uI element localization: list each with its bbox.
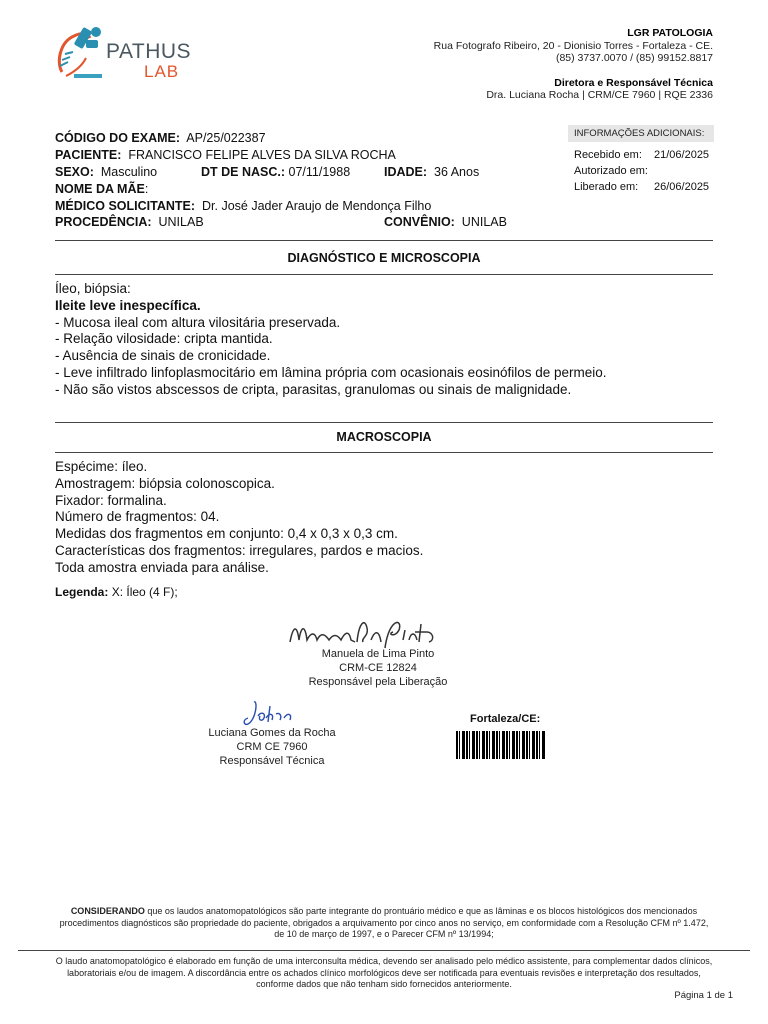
divider [55, 422, 713, 423]
page-number: Página 1 de 1 [674, 990, 733, 1001]
additional-info [568, 125, 714, 195]
signature-block-release [278, 647, 478, 689]
legend-value: X: Íleo (4 F); [111, 585, 178, 599]
patient-label: PACIENTE: [55, 148, 122, 162]
director-name: Dra. Luciana Rocha | CRM/CE 7960 | RQE 2336 [486, 89, 713, 101]
director-title: Diretora e Responsável Técnica [554, 76, 713, 89]
diagnosis-item: - Ausência de sinais de cronicidade. [55, 348, 271, 364]
mother-colon: : [144, 182, 149, 196]
received-date: 21/06/2025 [654, 149, 710, 161]
macro-title: MACROSCOPIA [336, 430, 432, 444]
macro-line: Medidas dos fragmentos em conjunto: 0,4 x 0,3 x 0,3 cm. [55, 526, 398, 542]
macro-line: Características dos fragmentos: irregulares, pardos e macios. [55, 542, 424, 558]
footer-divider [18, 950, 750, 951]
macro-line: Amostragem: biópsia colonoscopica. [55, 475, 275, 491]
logo-text-lab: LAB [144, 62, 180, 81]
diagnosis-item: - Mucosa ileal com altura vilositária preservada. [55, 314, 341, 330]
diagnosis-headline: Ileite leve inespecífica. [55, 297, 201, 313]
city-label: Fortaleza/CE: [470, 713, 541, 725]
footer-note: O laudo anatomopatológico é elaborado em função de uma interconsulta médica, devendo ser analisado pelo médico assistente, para complementar dados clínicos, laboratoriais e/ou de imagem. A discordância entre os achados clínico morfológicos deve ser notificada para eventuais revisões e interpretação dos resultados, conforme dados que não tenham sido fornecidos anteriormente. [55, 956, 713, 989]
dob-value: 07/11/1988 [288, 165, 351, 179]
origin-value: UNILAB [158, 215, 204, 229]
authorized-label: Autorizado em: [574, 165, 648, 177]
legend-row [55, 585, 178, 599]
lab-address: Rua Fotografo Ribeiro, 20 - Dionisio Torres - Fortaleza - CE. [433, 39, 713, 52]
diagnosis-item: - Relação vilosidade: cripta mantida. [55, 331, 273, 347]
authorized-row [568, 163, 714, 179]
diagnosis-specimen: Íleo, biópsia: [55, 281, 131, 296]
diagnosis-item: - Leve infiltrado linfoplasmocitário em lâmina própria com ocasionais eosinófilos de permeio. [55, 364, 607, 380]
diagnosis-body [55, 281, 607, 399]
doctor-row [55, 198, 431, 215]
sex-row [55, 164, 157, 181]
origin-label: PROCEDÊNCIA: [55, 215, 152, 229]
patient-name: FRANCISCO FELIPE ALVES DA SILVA ROCHA [128, 148, 396, 162]
insurance-row [384, 214, 507, 231]
dob-row [201, 164, 350, 181]
macro-line: Toda amostra enviada para análise. [55, 559, 269, 575]
diagnosis-title: DIAGNÓSTICO E MICROSCOPIA [287, 251, 481, 265]
mother-label: NOME DA MÃE [55, 182, 145, 196]
signature-luciana [240, 698, 300, 728]
footer-considering-text: que os laudos anatomopatológicos são parte integrante do prontuário médico e que as lâminas e os blocos histológicos dos mencionados procedimentos diagnósticos são propriedade do paciente, obrigados a arquivamento por cinco anos no serviço, em conformidade com a Resolução CFM nº 1.472, de 10 de março de 1997, e o Parecer CFM nº 13/1994; [59, 906, 709, 939]
signer-crm: CRM CE 7960 [236, 741, 308, 753]
released-label: Liberado em: [574, 181, 639, 193]
macro-line: Espécime: íleo. [55, 459, 148, 474]
macro-line: Fixador: formalina. [55, 492, 167, 508]
origin-row [55, 214, 204, 231]
barcode [456, 731, 546, 759]
released-row [568, 179, 714, 195]
divider [55, 452, 713, 453]
divider [55, 240, 713, 241]
lab-phones: (85) 3737.0070 / (85) 99152.8817 [555, 52, 713, 64]
received-row [568, 147, 714, 163]
divider [55, 274, 713, 275]
mother-row [55, 181, 148, 198]
signer-crm: CRM-CE 12824 [339, 662, 417, 674]
exam-code: AP/25/022387 [186, 131, 266, 145]
sex-value: Masculino [100, 165, 158, 179]
sex-label: SEXO: [55, 165, 94, 179]
microscope-dna-icon [52, 22, 112, 84]
footer-considering [55, 906, 713, 941]
lab-header [434, 27, 713, 102]
doctor-name: Dr. José Jader Araujo de Mendonça Filho [202, 199, 432, 213]
legend-label: Legenda: [55, 585, 109, 599]
insurance-value: UNILAB [461, 215, 507, 229]
patient-row [55, 147, 396, 164]
additional-info-title: INFORMAÇÕES ADICIONAIS: [568, 125, 714, 142]
doctor-label: MÉDICO SOLICITANTE: [55, 199, 196, 213]
received-label: Recebido em: [574, 149, 642, 161]
lab-name: LGR PATOLOGIA [627, 27, 713, 39]
signer-role: Responsável pela Liberação [308, 676, 448, 688]
footer-considering-bold: CONSIDERANDO [70, 906, 145, 916]
age-value: 36 Anos [434, 165, 480, 179]
diagnosis-item: - Não são vistos abscessos de cripta, parasitas, granulomas ou sinais de malignidade. [55, 381, 572, 397]
insurance-label: CONVÊNIO: [384, 215, 455, 229]
age-row [384, 164, 479, 181]
pathus-lab-logo [52, 22, 202, 84]
released-date: 26/06/2025 [654, 181, 710, 193]
macro-line: Número de fragmentos: 04. [55, 509, 220, 525]
exam-code-row [55, 130, 266, 147]
signer-name: Manuela de Lima Pinto [321, 648, 435, 660]
dob-label: DT DE NASC.: [201, 165, 286, 179]
signature-block-technical [172, 726, 372, 768]
signer-name: Luciana Gomes da Rocha [208, 727, 336, 739]
macro-body [55, 459, 423, 577]
logo-text-pathus: PATHUS [106, 40, 192, 63]
signer-role: Responsável Técnica [219, 755, 325, 767]
exam-code-label: CÓDIGO DO EXAME: [55, 131, 181, 145]
age-label: IDADE: [384, 165, 428, 179]
